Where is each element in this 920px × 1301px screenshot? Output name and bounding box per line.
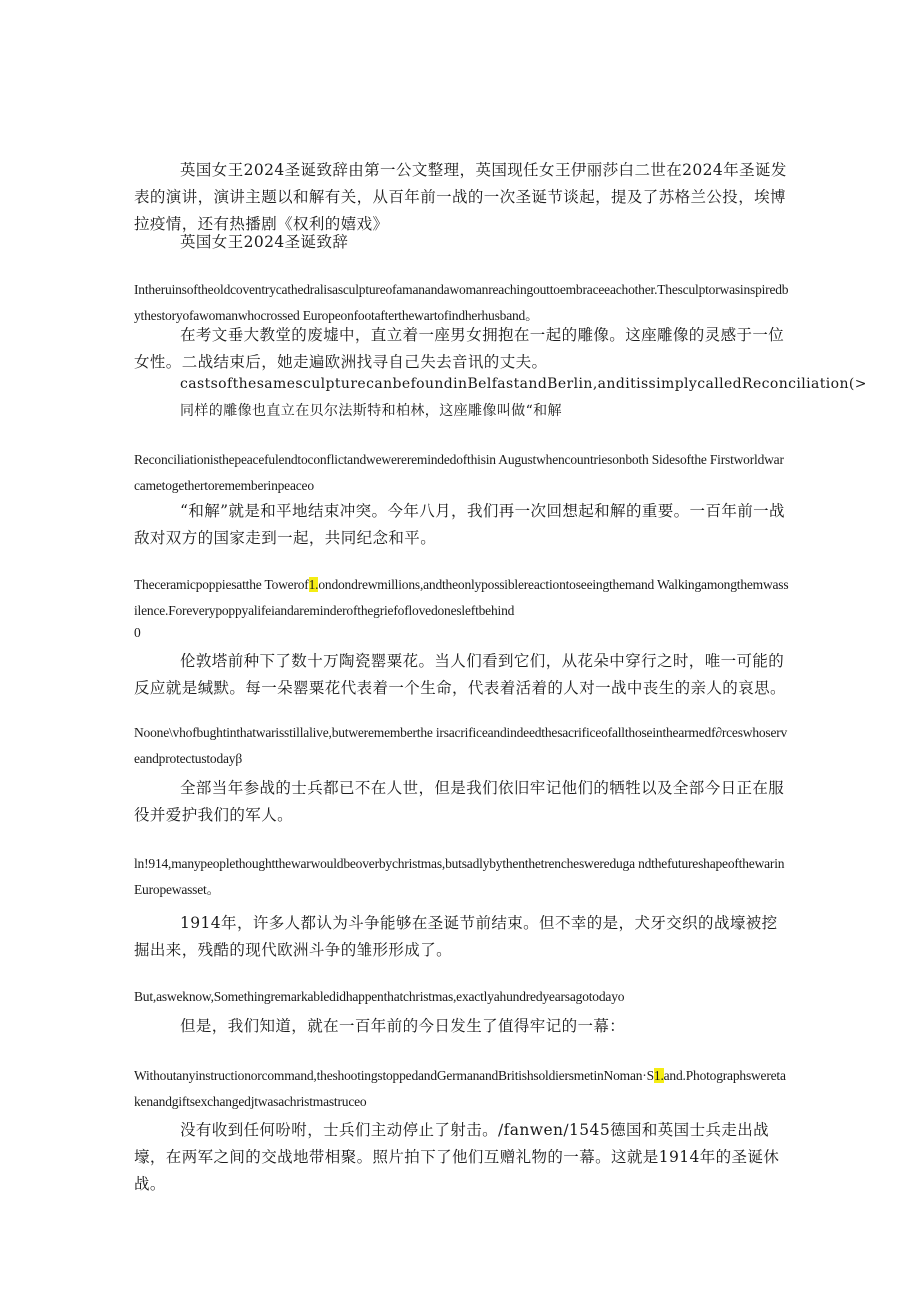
p5-english: Noone\vhofbughtinthatwarisstillalive,butwerememberthe irsacrificeandindeedthesacrificeofallthoseinthearmedf∂rceswhoserveandprotectustodayβ <box>134 725 788 766</box>
p8-chinese: 没有收到任何吩咐，士兵们主动停止了射击。∕fanwen∕1545德国和英国士兵走出战壕，在两军之间的交战地带相聚。照片拍下了他们互赠礼物的一幕。这就是1914年的圣诞休战。 <box>134 1121 780 1193</box>
p3-english: Reconciliationisthepeacefulendtoconflictandwewereremindedofthisin Augustwhencountriesonboth Sidesofthe Firstworldwarcametogethertorememberinpeaceo <box>134 452 784 493</box>
p3-chinese: “和解”就是和平地结束冲突。今年八月，我们再一次回想起和解的重要。一百年前一战敌对双方的国家走到一起，共同纪念和平。 <box>134 502 785 547</box>
p4-text-b: ondondrewmillions,andtheonlypossiblereactiontoseeingthemand Walkingamongthemwassilence.Foreverypoppyalifeiandareminderofthegriefoflovedonesleftbehind <box>134 577 789 618</box>
p4-text-a: Theceramicpoppiesatthe Towerof <box>134 577 309 592</box>
p5-chinese: 全部当年参战的士兵都已不在人世，但是我们依旧牢记他们的牺牲以及全部今日正在服役并爱护我们的军人。 <box>134 779 785 824</box>
p1-chinese: 在考文垂大教堂的废墟中，直立着一座男女拥抱在一起的雕像。这座雕像的灵感于一位女性。二战结束后，她走遍欧洲找寻自己失去音讯的丈夫。 <box>134 326 785 371</box>
p7-chinese: 但是，我们知道，就在一百年前的今日发生了值得牢记的一幕： <box>180 1017 626 1035</box>
p4-english-end: 0 <box>134 625 141 640</box>
p6-english: ln!914,manypeoplethoughtthewarwouldbeoverbychristmas,butsadlybythenthetrencheswereduga ndthefutureshapeofthewarinEuropewasset。 <box>134 856 785 897</box>
p4-english <box>134 572 789 624</box>
p2-mixed: castsofthesamesculpturecanbefoundinBelfastandBerlin,anditissimplycalledReconciliation(>同样的雕像也直立在贝尔法斯特和柏林，这座雕像叫做“和解 <box>180 376 867 419</box>
intro-paragraph: 英国女王2024圣诞致辞由第一公文整理，英国现任女王伊丽莎白二世在2024年圣诞发表的演讲，演讲主题以和解有关，从百年前一战的一次圣诞节谈起，提及了苏格兰公投，埃博拉疫情，还有热播剧《权利的嬉戏》 <box>134 161 787 233</box>
subtitle: 英国女王2024圣诞致辞 <box>180 233 349 251</box>
p1-english: Intheruinsoftheoldcoventrycathedralisasculptureofamanandawomanreachingouttoembraceeachother.Thesculptorwasinspiredbythestoryofawomanwhocrossed Europeonfootafterthewartofindherhusband。 <box>134 282 789 323</box>
p4-highlight: 1. <box>308 577 319 592</box>
p4-chinese: 伦敦塔前种下了数十万陶瓷罂粟花。当人们看到它们，从花朵中穿行之时，唯一可能的反应就是缄默。每一朵罂粟花代表着一个生命，代表着活着的人对一战中丧生的亲人的哀思。 <box>134 652 786 697</box>
p8-text-a: Withoutanyinstructionorcommand,theshootingstoppedandGermanandBritishsoldiersmetinNoman·S <box>134 1068 654 1083</box>
p8-highlight: 1. <box>653 1068 664 1083</box>
p8-text-b: and.Photographsweretakenandgiftsexchangedjtwasachristmastruceo <box>134 1068 786 1109</box>
p8-english <box>134 1063 789 1115</box>
p6-chinese: 1914年，许多人都认为斗争能够在圣诞节前结束。但不幸的是，犬牙交织的战壕被挖掘出来，残酷的现代欧洲斗争的雏形形成了。 <box>134 914 778 959</box>
p7-english: But,asweknow,Somethingremarkabledidhappenthatchristmas,exactlyahundredyearsagotodayo <box>134 989 625 1004</box>
